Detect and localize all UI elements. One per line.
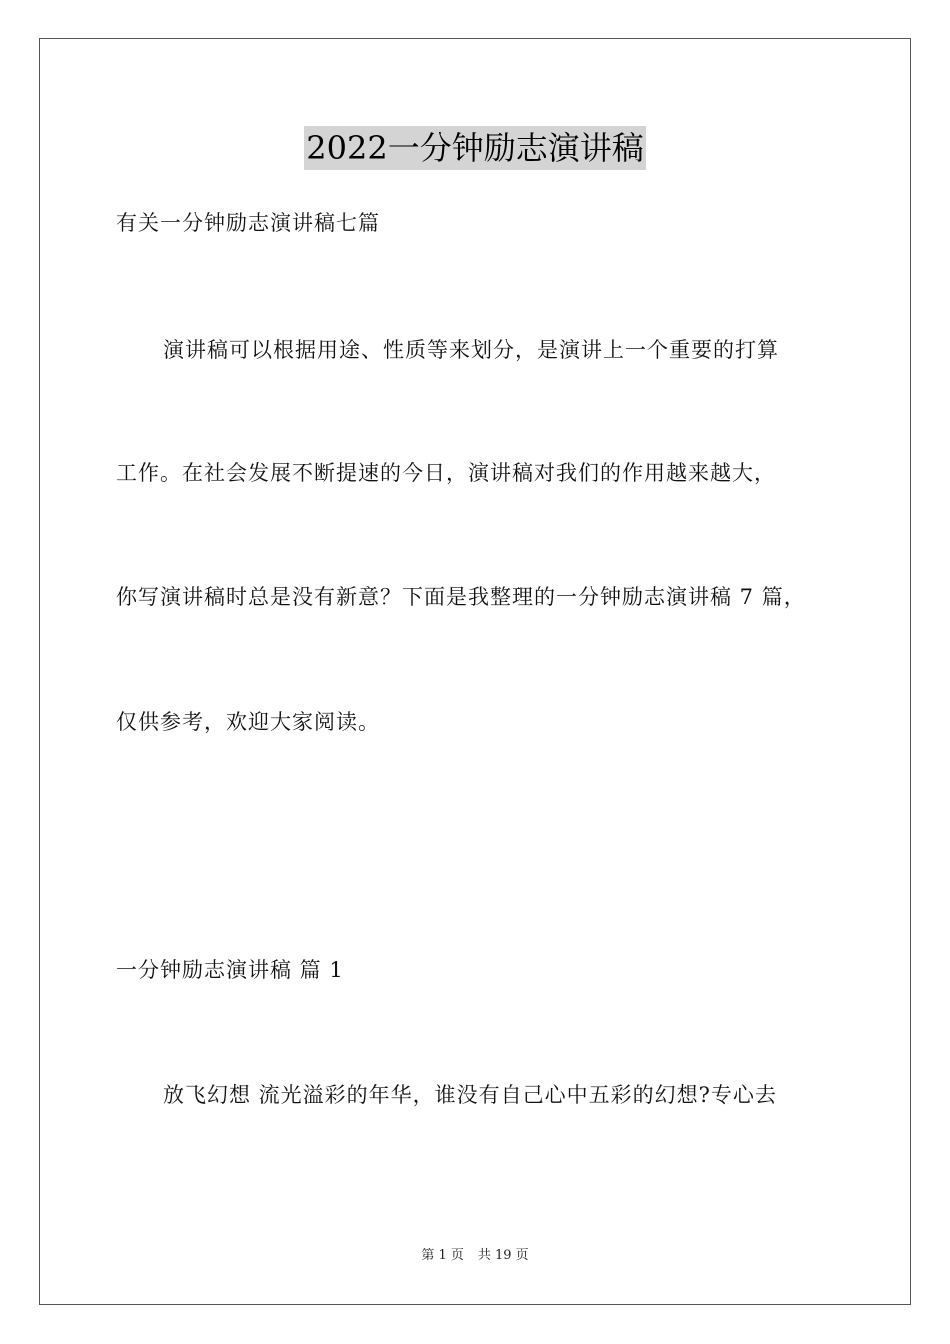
document-subtitle: 有关一分钟励志演讲稿七篇	[116, 211, 380, 235]
intro-line-4: 仅供参考，欢迎大家阅读。	[116, 710, 380, 734]
title-container	[0, 126, 950, 170]
page-total: 共 19 页	[477, 1248, 529, 1263]
intro-line-3: 你写演讲稿时总是没有新意？下面是我整理的一分钟励志演讲稿 7 篇，	[116, 585, 806, 609]
document-title: 2022一分钟励志演讲稿	[304, 126, 645, 170]
section-line-1: 放飞幻想 流光溢彩的年华，谁没有自己心中五彩的幻想?专心去	[163, 1083, 777, 1107]
intro-line-1: 演讲稿可以根据用途、性质等来划分，是演讲上一个重要的打算	[163, 338, 779, 362]
page-footer	[0, 1247, 950, 1265]
page-number: 第 1 页	[421, 1248, 464, 1263]
section-heading: 一分钟励志演讲稿 篇 1	[116, 958, 344, 982]
intro-line-2: 工作。在社会发展不断提速的今日，演讲稿对我们的作用越来越大，	[116, 461, 776, 485]
